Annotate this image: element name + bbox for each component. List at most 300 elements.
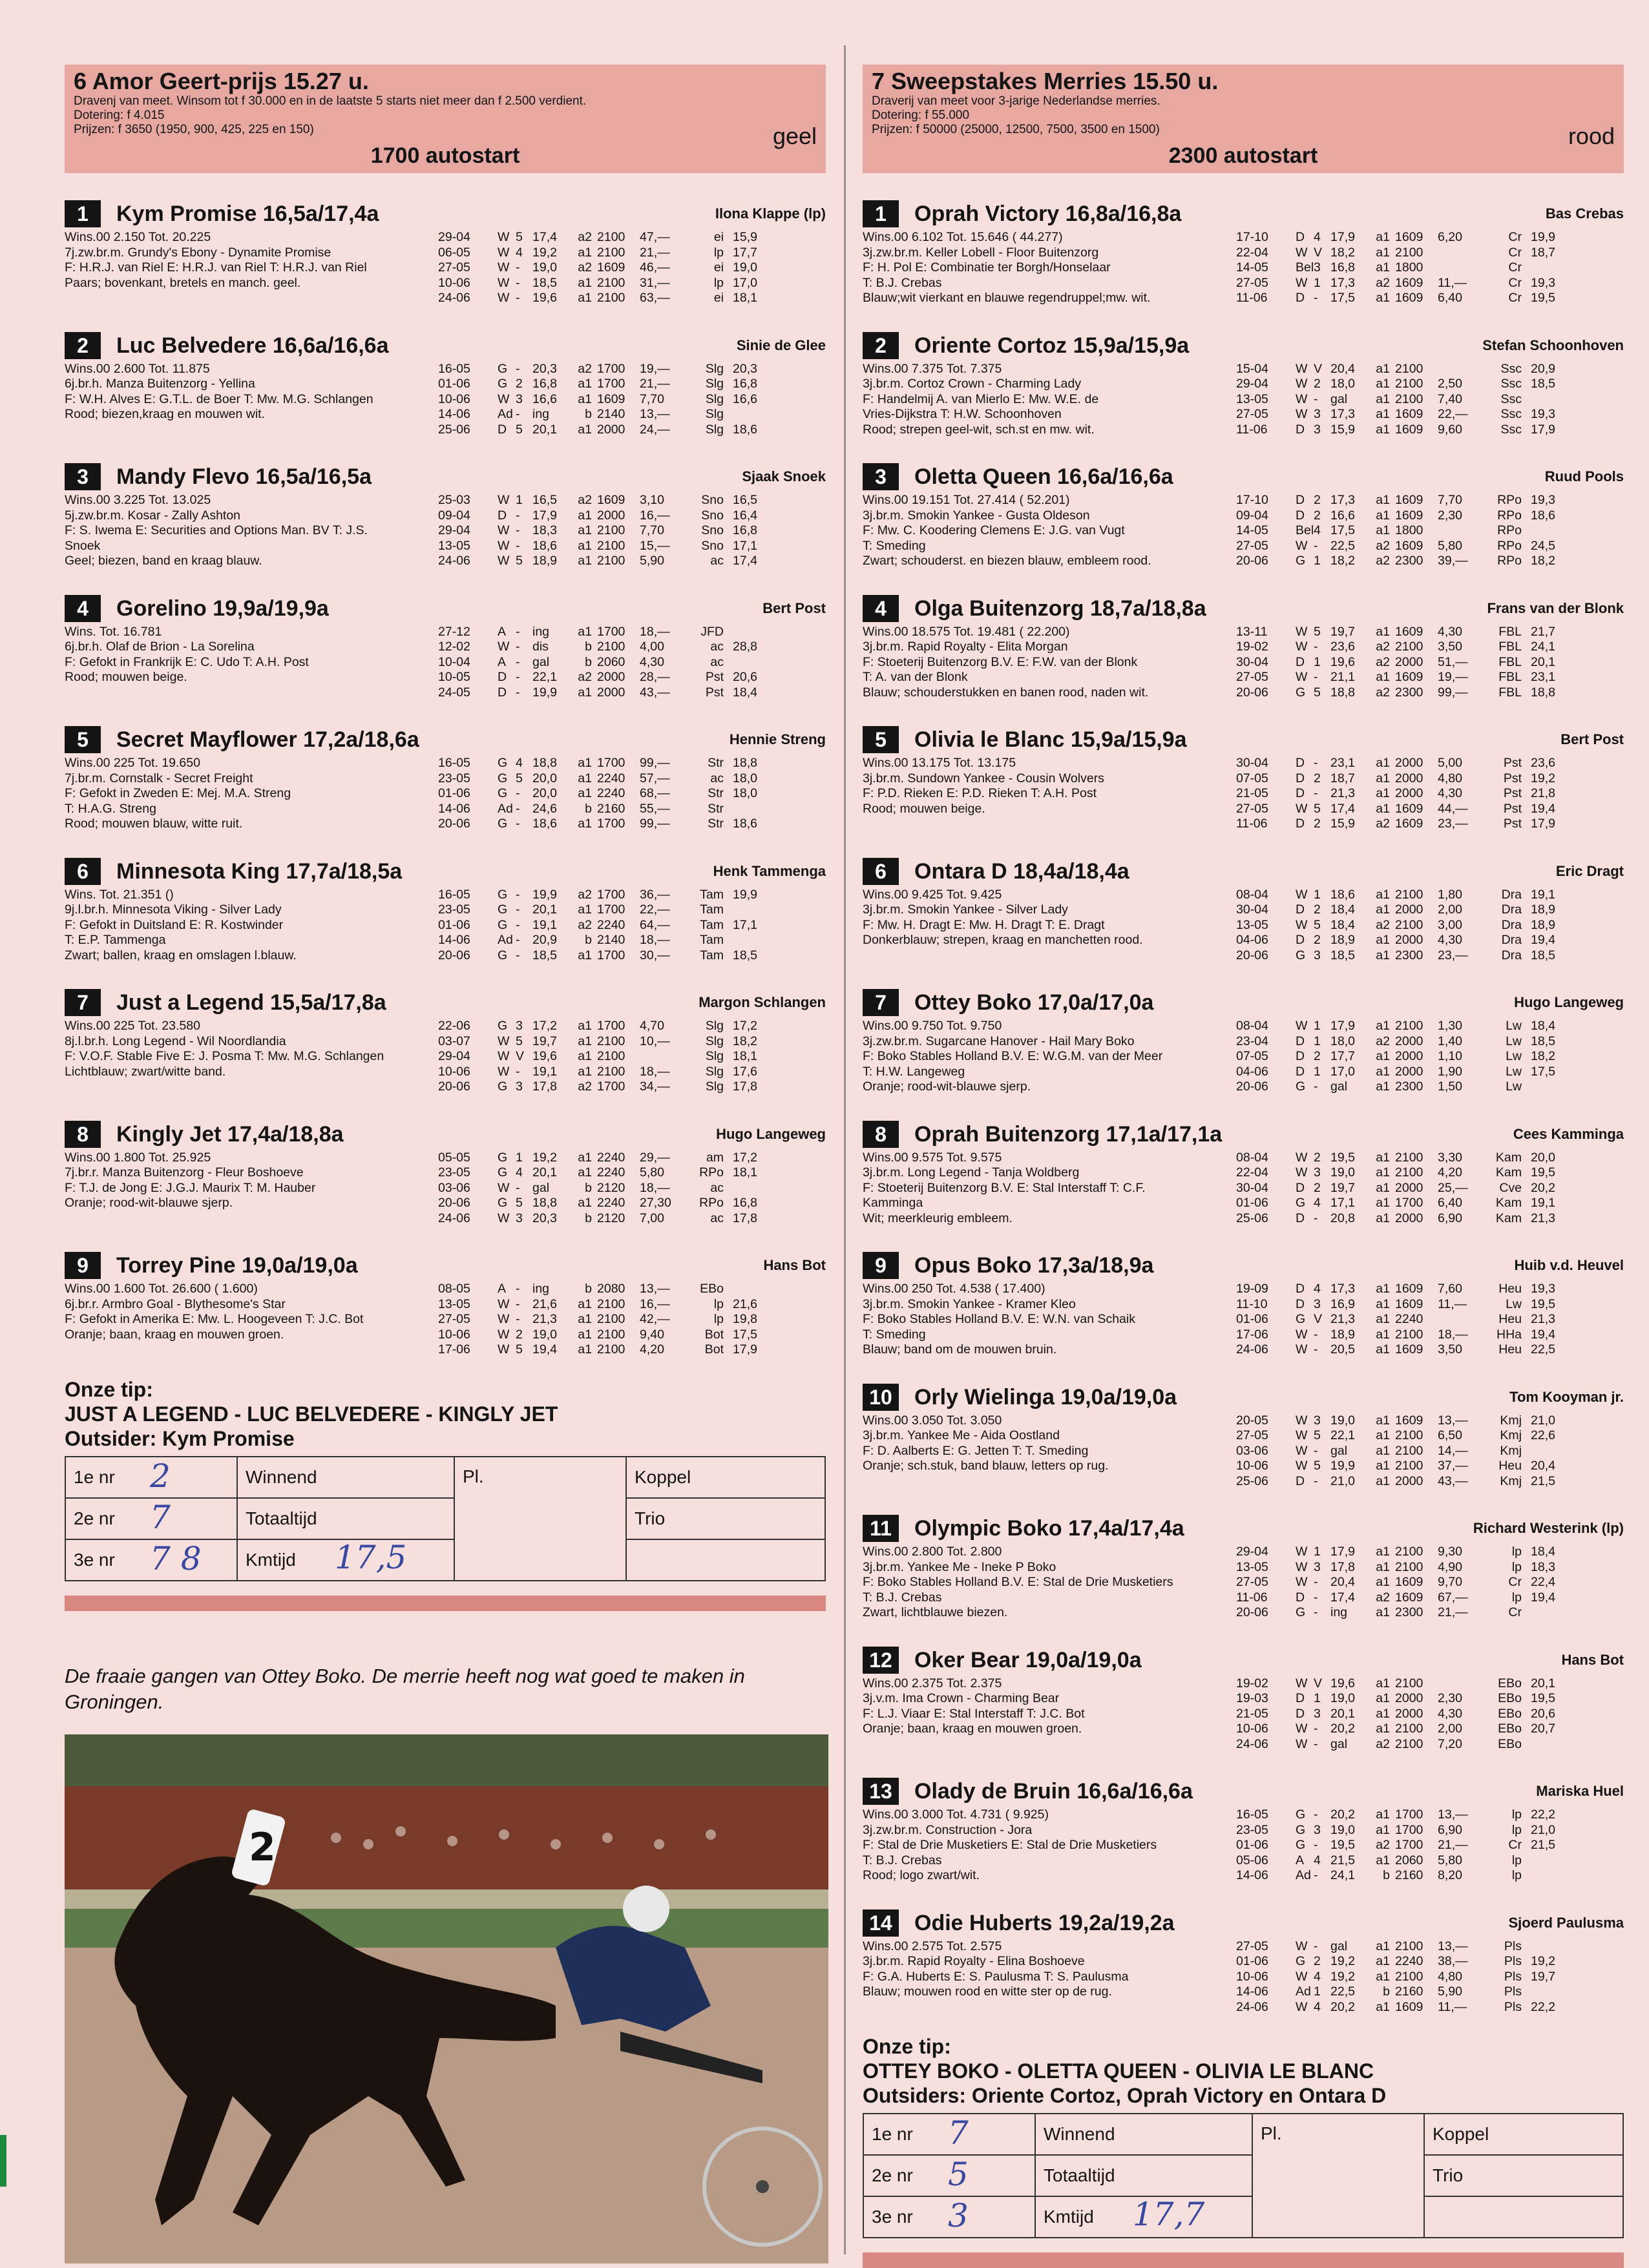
- run-cell: 2100: [597, 640, 625, 654]
- run-cell: 2240: [597, 1150, 625, 1165]
- run-cell: 15,9: [1330, 817, 1355, 831]
- run-cell: 2060: [1395, 1853, 1423, 1867]
- run-row: [438, 407, 826, 422]
- run-cell: 2140: [597, 933, 625, 947]
- horse-info-line: 3j.br.m. Long Legend - Tanja Woldberg: [863, 1165, 1080, 1180]
- run-cell: 5,80: [1438, 538, 1462, 553]
- pick-1-field[interactable]: [65, 1457, 237, 1498]
- pick-type-field[interactable]: [1035, 2114, 1252, 2155]
- run-cell: 21,6: [733, 1296, 757, 1311]
- run-cell: 2100: [597, 1064, 625, 1079]
- pick-type-field[interactable]: [1035, 2196, 1252, 2238]
- bet-field[interactable]: [626, 1457, 825, 1498]
- run-cell: W: [1296, 1413, 1308, 1428]
- run-cell: 22,1: [1330, 1428, 1355, 1442]
- pick-1-field[interactable]: [863, 2114, 1035, 2155]
- run-cell: 2240: [597, 1196, 625, 1210]
- horse-entry: [65, 199, 826, 331]
- run-cell: a2: [1376, 1034, 1390, 1048]
- run-cell: 20,2: [1330, 1807, 1355, 1822]
- place-field[interactable]: [1252, 2114, 1424, 2238]
- run-cell: 19-02: [1236, 640, 1268, 654]
- run-cell: V: [1314, 361, 1323, 376]
- horse-name: Ottey Boko 17,0a/17,0a: [914, 990, 1154, 1015]
- run-cell: 2100: [1395, 1165, 1423, 1180]
- driver-name: Henk Tammenga: [713, 862, 826, 879]
- horse-entry: [65, 462, 826, 594]
- run-row: [1236, 786, 1624, 802]
- run-cell: lp: [713, 1312, 724, 1326]
- run-cell: 2: [1314, 1180, 1321, 1195]
- run-cell: Cr: [1508, 260, 1522, 275]
- run-row: [438, 392, 826, 408]
- run-cell: 24-06: [1236, 1342, 1268, 1357]
- run-cell: a1: [578, 624, 592, 639]
- run-cell: EBo: [1498, 1691, 1522, 1705]
- run-cell: a1: [1376, 1969, 1390, 1984]
- driver-name: Hans Bot: [763, 1257, 826, 1273]
- run-cell: Slg: [705, 422, 724, 437]
- horse-entry: [65, 331, 826, 463]
- run-cell: 19,0: [1330, 1822, 1355, 1837]
- run-cell: Slg: [705, 1019, 724, 1033]
- run-cell: -: [1314, 1342, 1318, 1357]
- run-row: [438, 508, 826, 524]
- run-cell: 01-06: [1236, 1196, 1268, 1210]
- run-cell: 3: [1314, 1165, 1321, 1180]
- run-cell: D: [1296, 1049, 1305, 1063]
- run-cell: a1: [578, 1296, 592, 1311]
- run-cell: a1: [578, 902, 592, 917]
- recent-runs: [1236, 1939, 1624, 2015]
- run-cell: W: [1296, 624, 1308, 639]
- run-cell: 23,—: [1438, 817, 1468, 831]
- run-row: [1236, 1065, 1624, 1080]
- horse-info-line: T: B.J. Crebas: [863, 1853, 942, 1867]
- pick-rank-label: 3e nr: [74, 1549, 115, 1570]
- run-cell: a1: [1376, 1327, 1390, 1342]
- horse-heading: [65, 988, 826, 1019]
- run-cell: Kmj: [1500, 1473, 1522, 1488]
- run-cell: 6,20: [1438, 230, 1462, 244]
- run-cell: 19,7: [1330, 1180, 1355, 1195]
- horse-number: 12: [863, 1647, 899, 1674]
- run-cell: 24,6: [532, 801, 557, 816]
- horse-info-line: F: Stoeterij Buitenzorg B.V. E: Stal Interstaff T: C.F.: [863, 1180, 1146, 1195]
- run-cell: W: [1296, 377, 1308, 391]
- run-cell: 6,50: [1438, 1428, 1462, 1442]
- run-cell: 17,5: [1330, 291, 1355, 305]
- run-cell: 3: [516, 1211, 523, 1225]
- run-cell: 30-04: [1236, 902, 1268, 917]
- run-row: [1236, 918, 1624, 933]
- run-cell: Lw: [1506, 1019, 1522, 1033]
- pick-type-field[interactable]: [237, 1498, 454, 1539]
- horse-info-line: Rood; mouwen beige.: [65, 670, 187, 684]
- pick-3-field[interactable]: [65, 1539, 237, 1581]
- run-cell: 2100: [597, 291, 625, 305]
- horse-info: [65, 888, 426, 964]
- horse-heading: [65, 857, 826, 888]
- run-cell: gal: [1330, 1736, 1348, 1751]
- run-cell: G: [498, 377, 508, 391]
- recent-runs: [438, 625, 826, 701]
- pick-3-field[interactable]: [863, 2196, 1035, 2238]
- horse-entry: [863, 462, 1624, 594]
- pick-type-field[interactable]: [237, 1457, 454, 1498]
- run-cell: 24,1: [1531, 640, 1555, 654]
- run-cell: lp: [1511, 1822, 1522, 1837]
- run-cell: -: [1314, 1575, 1318, 1589]
- run-cell: 2100: [1395, 1545, 1423, 1559]
- run-cell: 18,6: [1531, 508, 1555, 523]
- run-cell: 31,—: [640, 275, 670, 290]
- run-cell: 23-04: [1236, 1034, 1268, 1048]
- trotter-photo-illustration: [65, 1734, 828, 2263]
- run-cell: -: [516, 291, 520, 305]
- run-row: [1236, 1722, 1624, 1737]
- run-row: [1236, 1034, 1624, 1050]
- run-row: [438, 1211, 826, 1227]
- run-cell: 1,40: [1438, 1034, 1462, 1048]
- bet-type-label: Trio: [635, 1508, 666, 1528]
- horse-name: Just a Legend 15,5a/17,8a: [116, 990, 386, 1015]
- run-cell: 5,90: [640, 554, 664, 568]
- run-cell: a1: [578, 756, 592, 770]
- driver-name: Hugo Langeweg: [1514, 994, 1624, 1010]
- run-cell: -: [1314, 1211, 1318, 1225]
- horse-info: [863, 1150, 1224, 1227]
- run-cell: W: [1296, 1150, 1308, 1165]
- run-cell: 4: [1314, 1999, 1321, 2014]
- horse-info: [863, 230, 1224, 306]
- run-row: [438, 1065, 826, 1080]
- run-cell: 18,6: [733, 422, 757, 437]
- driver-name: Eric Dragt: [1555, 862, 1624, 879]
- run-cell: 6,90: [1438, 1211, 1462, 1225]
- run-cell: W: [1296, 407, 1308, 421]
- run-cell: 24-06: [438, 291, 470, 305]
- run-cell: 17,3: [1330, 275, 1355, 290]
- run-cell: 17,8: [532, 1079, 557, 1094]
- pick-type-field[interactable]: [237, 1539, 454, 1581]
- run-cell: 20,6: [1531, 1706, 1555, 1721]
- run-row: [1236, 1970, 1624, 1985]
- run-cell: a2: [1376, 538, 1390, 553]
- run-cell: 57,—: [640, 771, 670, 785]
- run-cell: D: [498, 422, 507, 437]
- pick-2-field[interactable]: [65, 1498, 237, 1539]
- horse-info: [863, 1545, 1224, 1621]
- run-cell: 16,9: [1330, 1296, 1355, 1311]
- run-cell: -: [516, 933, 520, 947]
- run-cell: 17,9: [1330, 230, 1355, 244]
- run-cell: 13-05: [1236, 917, 1268, 932]
- horse-info-line: F: Boko Stables Holland B.V. E: Stal de Drie Musketiers: [863, 1575, 1173, 1589]
- horse-info-line: 3j.br.m. Smokin Yankee - Kramer Kleo: [863, 1296, 1076, 1311]
- run-cell: 19,6: [532, 291, 557, 305]
- horse-info-line: F: Gefokt in Amerika E: Mw. L. Hoogeveen T: J.C. Bot: [65, 1312, 364, 1326]
- run-row: [1236, 1545, 1624, 1560]
- run-cell: -: [516, 917, 520, 932]
- run-cell: 2000: [1395, 1049, 1423, 1063]
- run-cell: Ssc: [1500, 407, 1522, 421]
- run-cell: 24-06: [1236, 1999, 1268, 2014]
- run-row: [438, 1165, 826, 1181]
- run-cell: 2100: [1395, 1459, 1423, 1473]
- run-cell: 18,3: [1531, 1559, 1555, 1574]
- horse-heading: [65, 331, 826, 362]
- run-cell: Lw: [1506, 1034, 1522, 1048]
- run-cell: Cr: [1508, 245, 1522, 260]
- horse-info-line: F: L.J. Viaar E: Stal Interstaff T: J.C. Bot: [863, 1706, 1085, 1721]
- run-cell: 16,8: [532, 377, 557, 391]
- tip-label: Onze tip:: [65, 1377, 153, 1401]
- horse-info: [65, 230, 426, 291]
- run-cell: Ssc: [1500, 391, 1522, 406]
- run-cell: 19-02: [1236, 1676, 1268, 1691]
- run-cell: 17,6: [733, 1064, 757, 1079]
- run-cell: a1: [1376, 1545, 1390, 1559]
- run-cell: 19,0: [532, 260, 557, 275]
- pick-2-field[interactable]: [863, 2155, 1035, 2196]
- run-cell: 1700: [597, 377, 625, 391]
- run-cell: Lw: [1506, 1049, 1522, 1063]
- run-row: [1236, 1560, 1624, 1576]
- run-cell: 20,8: [1330, 1211, 1355, 1225]
- bet-field[interactable]: [626, 1498, 825, 1539]
- horse-info-line: 6j.br.h. Olaf de Brion - La Sorelina: [65, 640, 255, 654]
- run-cell: Slg: [705, 1064, 724, 1079]
- run-cell: 6,40: [1438, 291, 1462, 305]
- horse-info-line: Oranje; baan, kraag en mouwen groen.: [65, 1327, 284, 1342]
- run-cell: D: [1296, 933, 1305, 947]
- pick-rank-label: 2e nr: [872, 2165, 913, 2185]
- run-cell: 18,1: [733, 1049, 757, 1063]
- run-cell: Ad: [1296, 1868, 1311, 1882]
- run-cell: gal: [1330, 1079, 1348, 1094]
- run-cell: 6,90: [1438, 1822, 1462, 1837]
- run-cell: RPo: [1497, 554, 1522, 568]
- horse-info-line: Wins. Tot. 21.351 (): [65, 887, 174, 902]
- run-cell: 4,20: [1438, 1165, 1462, 1180]
- run-cell: 7,70: [1438, 493, 1462, 507]
- run-row: [1236, 640, 1624, 655]
- horse-info: [65, 362, 426, 422]
- run-cell: 2300: [1395, 685, 1423, 700]
- horse-info-line: 3j.br.m. Smokin Yankee - Gusta Oldeson: [863, 508, 1090, 523]
- run-cell: 2100: [1395, 887, 1423, 902]
- run-cell: 20-06: [438, 1079, 470, 1094]
- run-cell: Cr: [1508, 291, 1522, 305]
- run-cell: a1: [1376, 245, 1390, 260]
- run-cell: Bel: [1296, 260, 1314, 275]
- run-cell: 5: [516, 771, 523, 785]
- driver-name: Sjaak Snoek: [742, 468, 826, 484]
- run-cell: 17,8: [1330, 1559, 1355, 1574]
- run-cell: 21,5: [1531, 1838, 1555, 1852]
- run-cell: 18,1: [733, 291, 757, 305]
- run-cell: 19,2: [1330, 1954, 1355, 1968]
- pick-type-field[interactable]: [1035, 2155, 1252, 2196]
- run-row: [1236, 362, 1624, 377]
- horse-entry: [65, 725, 826, 857]
- horse-name: Kingly Jet 17,4a/18,8a: [116, 1121, 344, 1147]
- run-cell: W: [1296, 1939, 1308, 1953]
- run-cell: 1609: [1395, 1342, 1423, 1357]
- run-cell: W: [1296, 917, 1308, 932]
- run-cell: Slg: [705, 377, 724, 391]
- run-cell: 5: [516, 1196, 523, 1210]
- run-cell: 20,3: [733, 361, 757, 376]
- run-row: [1236, 1079, 1624, 1095]
- run-cell: -: [1314, 640, 1318, 654]
- run-cell: a1: [578, 1049, 592, 1063]
- run-cell: 5: [1314, 801, 1321, 816]
- run-cell: Ssc: [1500, 361, 1522, 376]
- run-cell: lp: [1511, 1807, 1522, 1822]
- run-row: [438, 1327, 826, 1343]
- run-cell: D: [1296, 1282, 1305, 1296]
- recent-runs: [438, 493, 826, 569]
- run-cell: EBo: [1498, 1676, 1522, 1691]
- run-row: [1236, 523, 1624, 539]
- run-cell: 18,7: [1531, 245, 1555, 260]
- run-cell: 01-06: [1236, 1954, 1268, 1968]
- run-cell: W: [1296, 1019, 1308, 1033]
- horse-number: 5: [863, 726, 899, 753]
- run-cell: G: [498, 771, 508, 785]
- bet-field[interactable]: [1424, 2155, 1623, 2196]
- recent-runs: [1236, 1019, 1624, 1095]
- run-cell: 18,7: [1330, 771, 1355, 785]
- run-cell: 18,4: [1330, 917, 1355, 932]
- horse-info: [65, 1150, 426, 1211]
- run-cell: G: [498, 887, 508, 902]
- run-cell: 2100: [1395, 1736, 1423, 1751]
- run-cell: 18,—: [640, 1180, 670, 1195]
- run-cell: 14-05: [1236, 523, 1268, 537]
- run-cell: W: [498, 230, 510, 244]
- bet-field[interactable]: [1424, 2196, 1623, 2238]
- run-cell: Ad: [1296, 1984, 1311, 1999]
- horse-number: 4: [863, 595, 899, 622]
- run-cell: b: [585, 933, 592, 947]
- race-header: [65, 65, 826, 173]
- run-cell: a1: [1376, 391, 1390, 406]
- run-cell: 1800: [1395, 260, 1423, 275]
- run-cell: G: [498, 1150, 508, 1165]
- run-cell: Slg: [705, 1079, 724, 1094]
- run-cell: W: [1296, 1722, 1308, 1736]
- race-conditions: Dravenj van meet. Winsom tot f 30.000 en in de laatste 5 starts niet meer dan f 2.500 verdient.: [74, 94, 587, 108]
- run-row: [1236, 1444, 1624, 1459]
- run-cell: a1: [1376, 670, 1390, 684]
- run-cell: a1: [1376, 1691, 1390, 1705]
- run-cell: a1: [1376, 1954, 1390, 1968]
- run-cell: 8,20: [1438, 1868, 1462, 1882]
- run-cell: W: [1296, 245, 1308, 260]
- run-cell: -: [516, 801, 520, 816]
- run-cell: 11,—: [1438, 1999, 1467, 2014]
- run-cell: a1: [1376, 1706, 1390, 1721]
- run-cell: 5: [516, 1342, 523, 1357]
- run-cell: a1: [1376, 1211, 1390, 1225]
- run-cell: b: [1383, 1868, 1390, 1882]
- horse-info-line: F: Handelmij A. van Mierlo E: Mw. W.E. de: [863, 391, 1099, 406]
- run-cell: 43,—: [640, 685, 670, 700]
- bet-field[interactable]: [1424, 2114, 1623, 2155]
- run-cell: 3: [1314, 1706, 1321, 1721]
- run-cell: D: [1296, 1706, 1305, 1721]
- run-cell: 1700: [597, 1079, 625, 1094]
- run-cell: 37,—: [1438, 1459, 1468, 1473]
- run-cell: 15,9: [733, 230, 757, 244]
- run-row: [1236, 1297, 1624, 1313]
- run-cell: Kam: [1495, 1165, 1522, 1180]
- run-cell: Pst: [1503, 801, 1522, 816]
- run-cell: Cr: [1508, 1838, 1522, 1852]
- run-cell: 18,4: [1330, 902, 1355, 917]
- bet-field[interactable]: [626, 1539, 825, 1581]
- run-cell: 2100: [597, 245, 625, 260]
- run-cell: 1: [1314, 1064, 1321, 1079]
- run-cell: a1: [1376, 1605, 1390, 1619]
- run-cell: 1609: [1395, 801, 1423, 816]
- run-cell: 2120: [597, 1211, 625, 1225]
- horse-info-line: 9j.l.br.h. Minnesota Viking - Silver Lady: [65, 902, 282, 917]
- photo-caption: De fraaie gangen van Ottey Boko. De merrie heeft nog wat goed te maken in Groningen.: [65, 1665, 745, 1713]
- place-field[interactable]: [454, 1457, 626, 1581]
- run-cell: W: [498, 291, 510, 305]
- run-cell: a1: [1376, 1443, 1390, 1458]
- run-cell: 2: [1314, 377, 1321, 391]
- run-cell: 7,70: [640, 523, 664, 537]
- run-cell: 1609: [597, 391, 625, 406]
- run-row: [1236, 1939, 1624, 1955]
- horse-heading: [863, 1514, 1624, 1545]
- run-cell: 19,3: [1531, 275, 1555, 290]
- run-row: [1236, 1676, 1624, 1692]
- run-cell: 1700: [597, 902, 625, 917]
- run-cell: 16,5: [733, 493, 757, 507]
- run-cell: 19,2: [1531, 1954, 1555, 1968]
- run-cell: W: [1296, 391, 1308, 406]
- run-cell: 99,—: [1438, 685, 1468, 700]
- run-cell: 2240: [597, 771, 625, 785]
- horse-heading: [65, 462, 826, 493]
- run-row: [438, 1342, 826, 1358]
- horse-name: Gorelino 19,9a/19,9a: [116, 596, 329, 621]
- race-conditions: Dotering: f 55.000: [872, 109, 970, 122]
- run-cell: -: [516, 670, 520, 684]
- run-cell: 17,4: [733, 554, 757, 568]
- run-cell: 19,0: [1330, 1691, 1355, 1705]
- run-cell: 11-06: [1236, 291, 1268, 305]
- run-cell: 2: [1314, 902, 1321, 917]
- run-cell: 1: [1314, 1034, 1321, 1048]
- run-row: [438, 756, 826, 771]
- run-cell: 21,6: [532, 1296, 557, 1311]
- run-cell: a2: [578, 260, 592, 275]
- run-cell: 18,8: [1531, 685, 1555, 700]
- run-cell: Bot: [704, 1342, 724, 1357]
- horse-info-line: F: Stal de Drie Musketiers E: Stal de Drie Musketiers: [863, 1838, 1157, 1852]
- run-cell: 03-07: [438, 1034, 470, 1048]
- run-cell: 27-05: [1236, 1428, 1268, 1442]
- run-cell: 22,2: [1531, 1999, 1555, 2014]
- horse-info-line: Rood; strepen geel-wit, sch.st en mw. wit.: [863, 422, 1095, 437]
